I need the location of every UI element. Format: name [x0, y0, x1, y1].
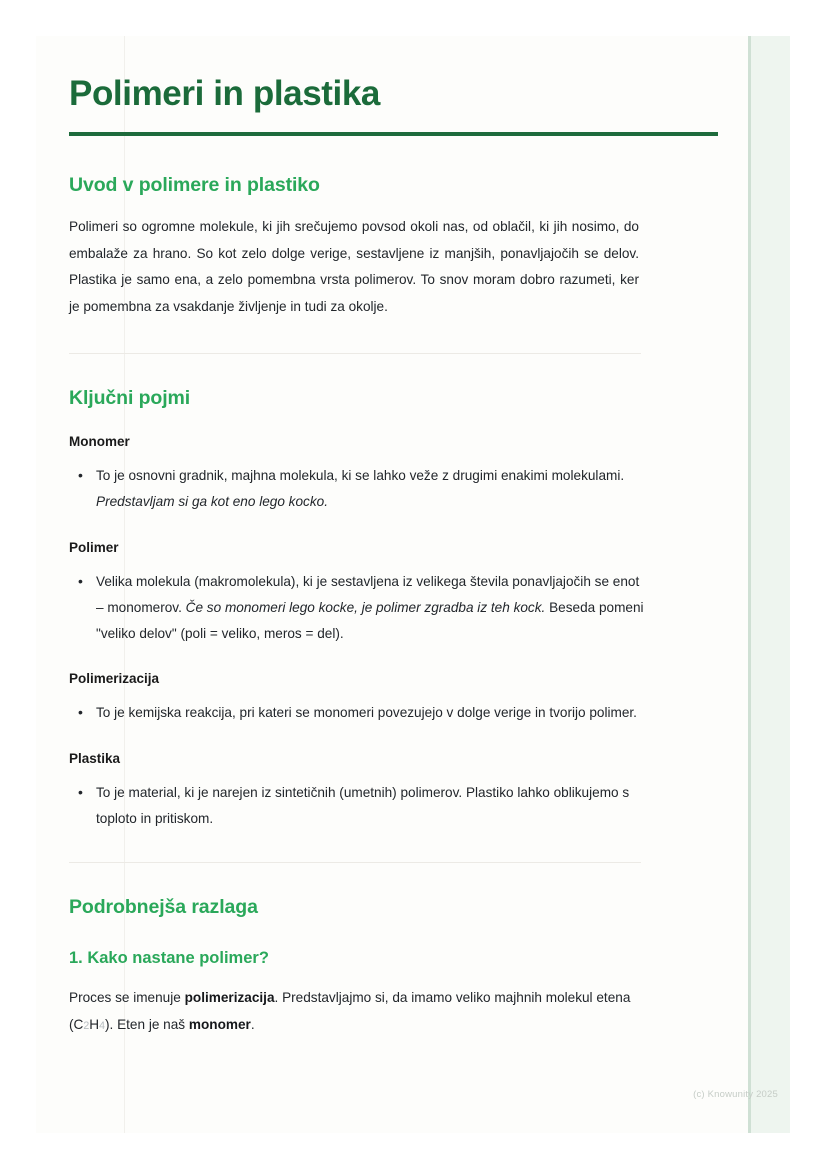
bullet-text-tail: Beseda pomeni "veliko delov" (poli = veliko, meros = del). — [96, 599, 644, 642]
bullet-text: To je material, ki je narejen iz sintetičnih (umetnih) polimerov. Plastiko lahko oblikujemo s toploto in pritiskom. — [96, 784, 630, 826]
term-heading-plastika: Plastika — [69, 750, 121, 766]
section-heading-detailed: Podrobnejša razlaga — [69, 896, 258, 919]
para-text-5: . — [250, 1016, 255, 1032]
intro-paragraph: Polimeri so ogromne molekule, ki jih srečujemo povsod okoli nas, od oblačil, ki jih nosimo, do embalaže za hrano. So kot zelo dolge verige, sestavljene iz manjših, ponavljajočih se delov. Plastika je samo ena, a zelo pomembna vrsta polimerov. To snov moram dobro razumeti, ker je pomembna za vsakdanje življenje in tudi za okolje. — [69, 219, 639, 314]
copyright-watermark: (c) Knowunity 2025 — [693, 1089, 778, 1100]
bullet-text: To je kemijska reakcija, pri kateri se monomeri povezujejo v dolge verige in tvorijo polimer. — [96, 705, 637, 721]
bullet-text: To je osnovni gradnik, majhna molekula, ki se lahko veže z drugimi enakimi molekulami. — [96, 468, 625, 484]
list-item — [69, 463, 645, 515]
bullet-text-italic: Predstavljam si ga kot eno lego kocko. — [96, 494, 328, 510]
subsection-heading-1: 1. Kako nastane polimer? — [69, 949, 269, 968]
bullet-text-italic: Če so monomeri lego kocke, je polimer zgradba iz teh kock. — [185, 599, 546, 615]
term-heading-polimer: Polimer — [69, 539, 119, 555]
term-bullets-monomer — [69, 449, 645, 515]
para-text-3: H — [89, 1016, 100, 1032]
term-bullets-plastika — [69, 766, 645, 832]
bullet-text: Velika molekula (makromolekula), ki je sestavljena iz velikega števila ponavljajočih se enot – monomerov. — [96, 573, 640, 615]
formula-subscript-1: 2 — [83, 1020, 90, 1033]
para-text-4: ). Eten je naš — [105, 1016, 189, 1032]
term-bullets-polimer — [69, 555, 645, 648]
list-item — [69, 569, 645, 648]
formula-subscript-2: 4 — [99, 1020, 105, 1033]
para-text-2: . Predstavljajmo si, da imamo veliko majhnih molekul etena (C — [69, 990, 631, 1032]
section-heading-intro: Uvod v polimere in plastiko — [69, 174, 320, 197]
document-page — [36, 36, 790, 1133]
term-bullets-polimerizacija — [69, 686, 645, 726]
detailed-paragraph-1 — [69, 968, 639, 1038]
page-title: Polimeri in plastika — [69, 74, 380, 113]
list-item — [69, 780, 645, 832]
para-bold-2: monomer — [188, 1016, 251, 1032]
para-text-1: Proces se imenuje — [69, 990, 185, 1006]
term-heading-polimerizacija: Polimerizacija — [69, 671, 160, 687]
list-item — [69, 700, 645, 726]
term-heading-monomer: Monomer — [69, 434, 130, 450]
section-heading-key-terms: Ključni pojmi — [69, 387, 191, 410]
para-bold-1: polimerizacija — [184, 990, 275, 1006]
document-content — [69, 36, 759, 1038]
